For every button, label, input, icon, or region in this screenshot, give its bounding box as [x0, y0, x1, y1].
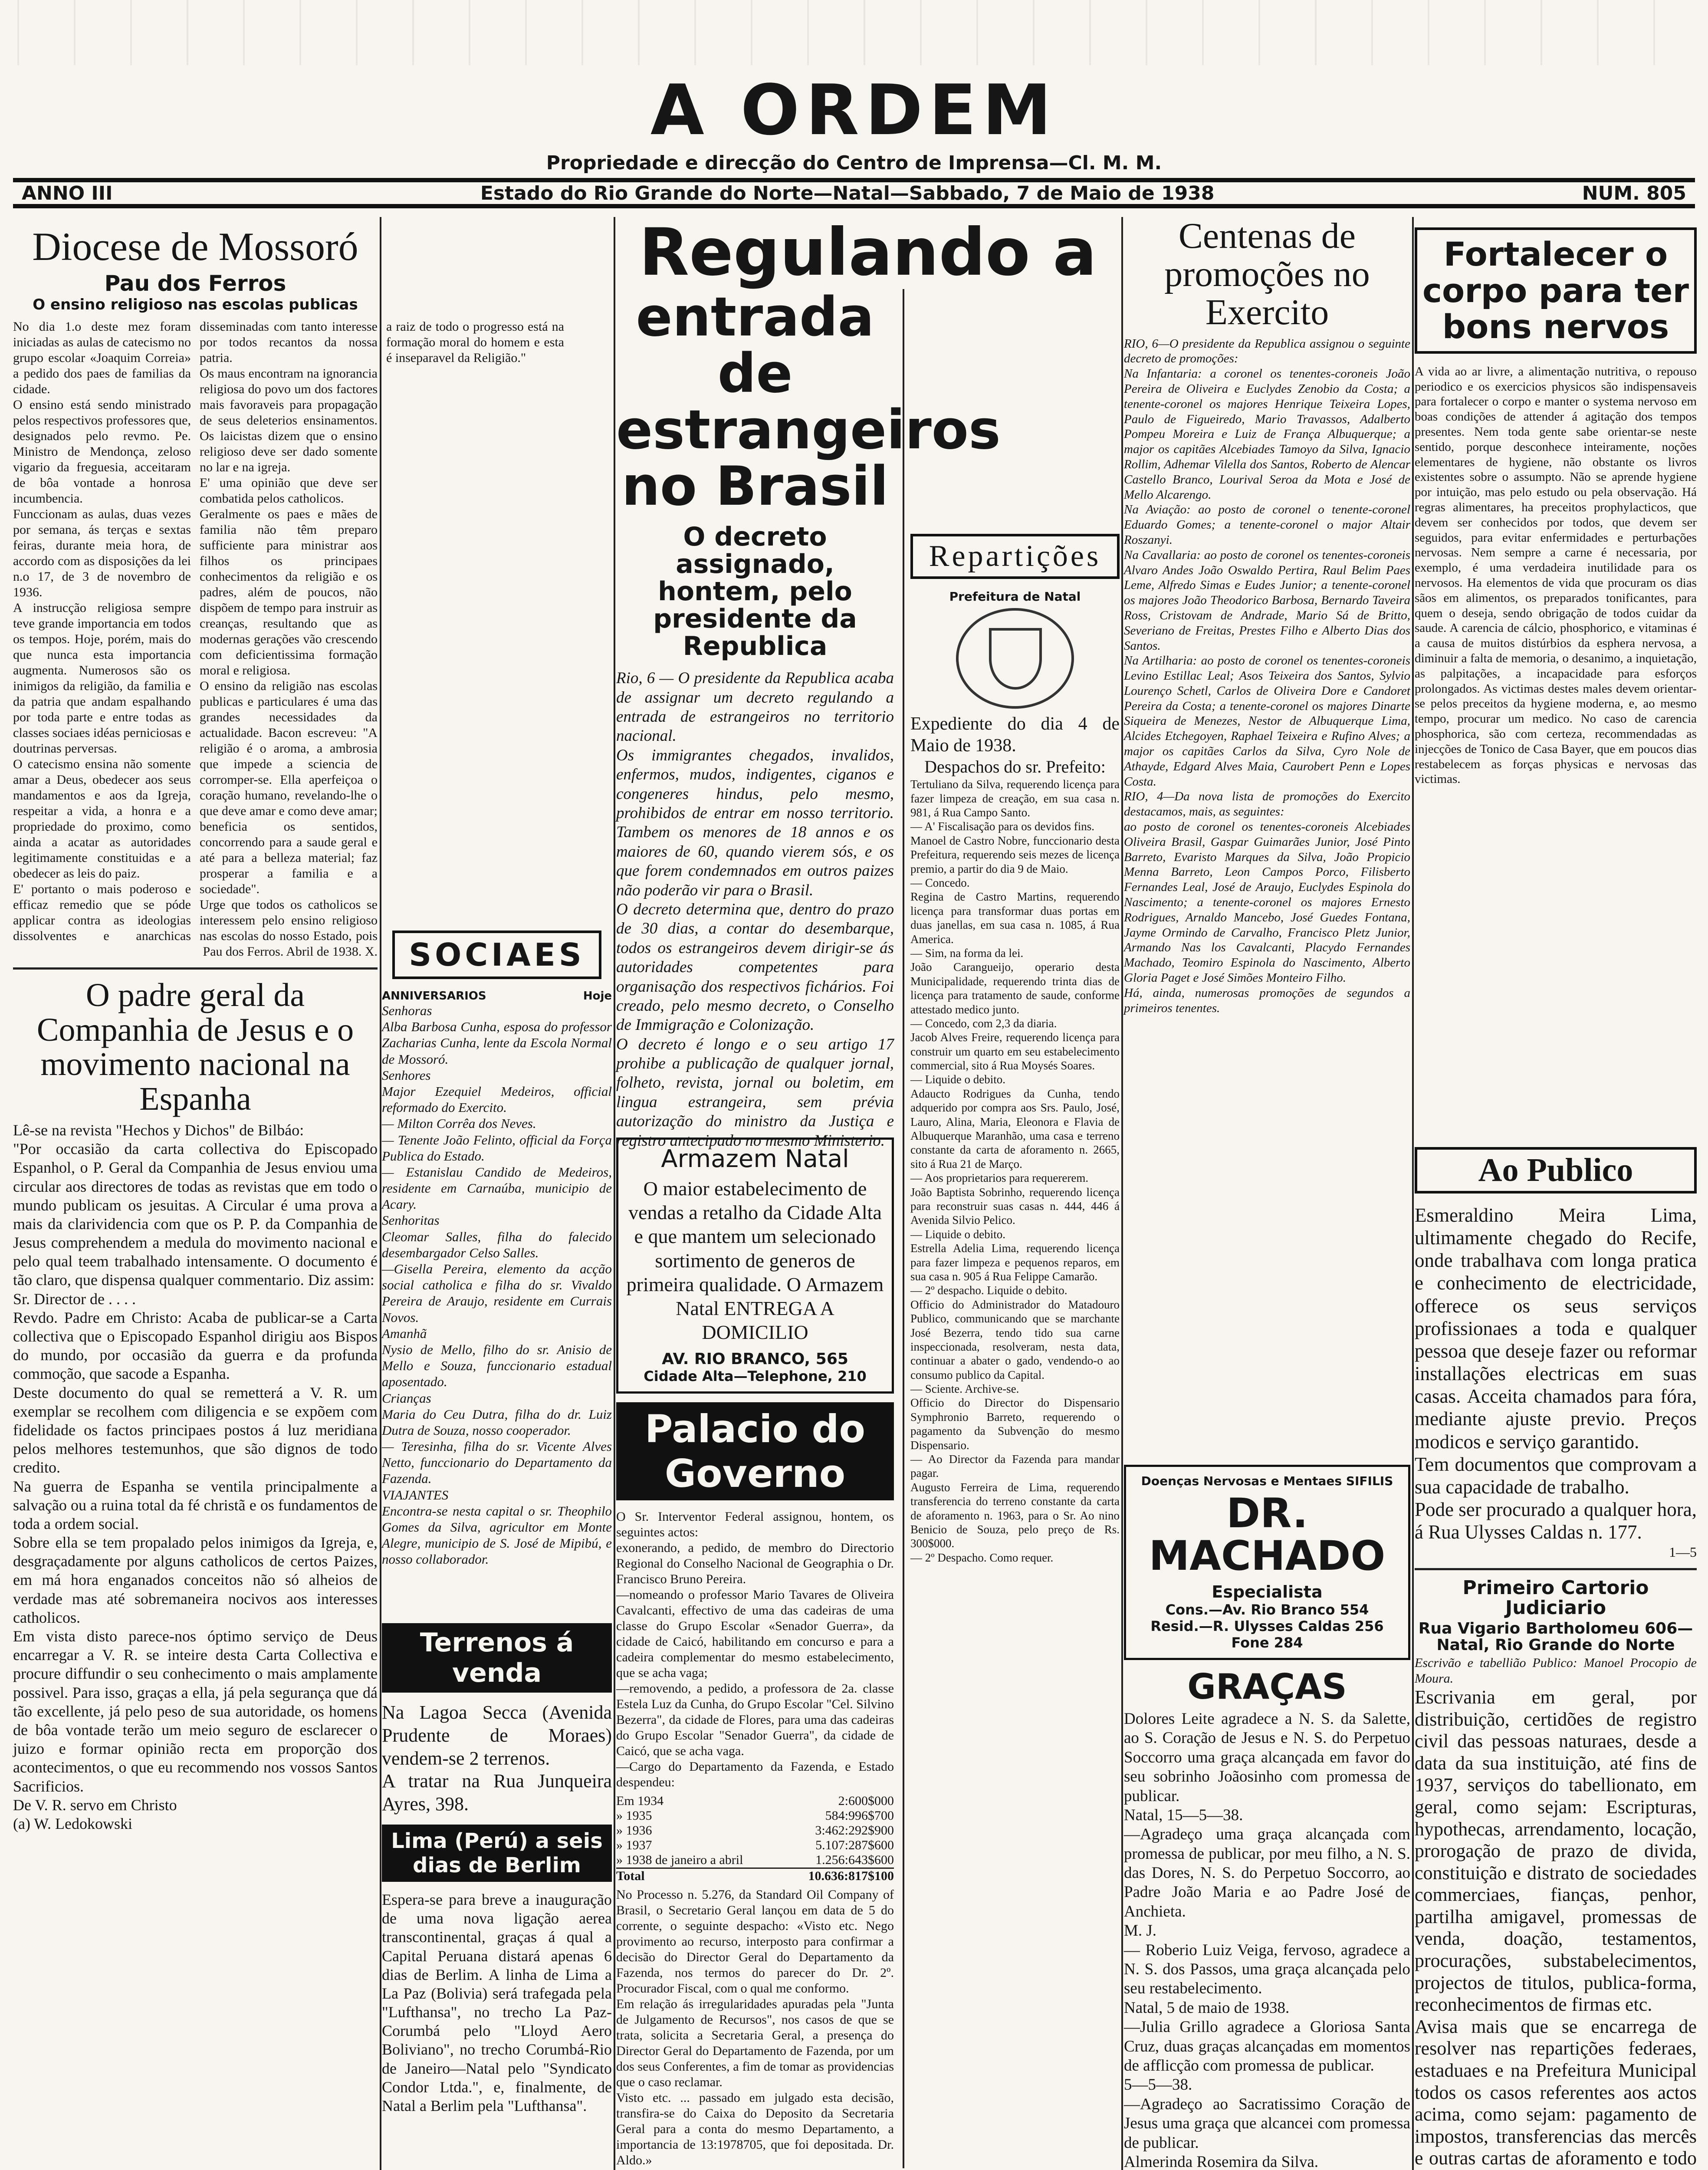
- expediente-heading: Expediente do dia 4 de Maio de 1938.: [910, 713, 1120, 756]
- prefeitura-body: Tertuliano da Silva, requerendo licença para fazer limpeza de creação, em sua casa n. 981, á Rua Campo Santo. — A' Fiscalisação para os devidos fins. Manoel de Castro Nobre, funccionario desta Prefeitura, requerendo seis mezes de licença premio, a partir do dia 9 de Maio. — Concedo. Regina de Castro Martins, requerendo licença para transformar duas portas em duas janellas, em sua casa n. 1085, á Rua America. — Sim, na forma da lei. João Carangueijo, operario desta Municipalidade, requerendo trinta dias de licença para tratamento de saude, conforme attestado medico junto. — Concedo, com 2,3 da diaria. Jacob Alves Freire, requerendo licença para construir um quarto em seu estabelecimento commercial, sito á Rua Moysés Soares. — Liquide o debito. Adaucto Rodrigues da Cunha, tendo adquerido por compra aos Srs. Paulo, José, Lauro, Alina, Maria, Eleonora e Flavia de Albuquerque Maranhão, uma casa e terreno constante da carta de aforamento n. 2665, sito á Rua 21 de Março. — Aos proprietarios para requererem. João Baptista Sobrinho, requerendo licença para reconstruir suas casas n. 444, 446 á Avenida Silvio Pelico. — Liquide o debito. Estrella Adelia Lima, requerendo licença para fazer limpeza e pequenos reparos, em sua casa n. 905 á Rua Felippe Camarão. — 2º despacho. Liquide o debito. Officio do Administrador do Matadouro Publico, communicando que se marchante José Bezerra, tendo tido sua carne inspeccionada, resolveram, nesta data, continuar a abater o gado, vendendo-o ao consumo publico da Capital. — Sciente. Archive-se. Officio do Director do Dispensario Symphronio Barreto, requerendo o pagamento da Subvenção do mesmo Dispensario. — Ao Director da Fazenda para mandar pagar. Augusto Ferreira de Lima, requerendo transferencia do terreno constante da carta de aforamento n. 1963, para o Sr. Ao nino Benicio de Souza, pelo preço de Rs. 300$000. — 2º Despacho. Como requer.: [910, 778, 1120, 1564]
- main-headline-line2: entrada de estrangeiros no Brasil: [616, 286, 1001, 518]
- armazem-address: AV. RIO BRANCO, 565: [662, 1350, 848, 1368]
- palacio-table-row: [616, 1808, 894, 1823]
- sociaes-headline: SOCIAES: [392, 930, 601, 979]
- publico-ref: 1—5: [1669, 1544, 1697, 1560]
- palacio-rows: [616, 1794, 894, 1868]
- palacio-table-row: [616, 1838, 894, 1853]
- anniversaries-heading: [382, 990, 612, 1003]
- fortalecer-body: A vida ao ar livre, a alimentação nutritiva, o repouso periodico e os exercicios physicos são indispensaveis para fortalecer o corpo e manter o systema nervoso em boas condições de attender á agitação dos tempos presentes. Nem toda gente sabe orientar-se neste sentido, porque desconhece inteiramente, noções elementares de hygiene, não obstante os livros existentes sobre o assumpto. Não se aprende hygiene por intuição, mas pelo estudo ou pela observação. Há regras alimentares, ha preceitos prophylacticos, que devem ser conhecidos por todos, que devem ser seguidos, para evitar enfermidades e perturbações nervosas. Nem sempre a carne é necessaria, por exemplo, é uma verdadeira inutilidade para os nervosos. Ha elementos de vida que procuram os dias sãos em alimentos, os preparados tonificantes, para quem o deseja, sendo obrigação de todos cuidar da saude. A carencia de cálcio, phosphorico, e vitaminas é a causa de muitos distúrbios da esphera nervosa, a diminuir a falta de memoria, o desanimo, a inquietação, as palpitações, a incapacidade para esforços prolongados. As victimas destes males devem orientar-se pelos preceitos da hygiene moderna, e, ao mesmo tempo, procurar um medico. No caso de carencia phosphorica, são com certeza, recommendadas as injecções de Tonico de Casa Bayer, que em poucos dias restabelecem as forças physicas e nervosas das victimas.: [1415, 364, 1697, 786]
- machado-ad: [1124, 1465, 1410, 1660]
- palacio-row-label: » 1937: [616, 1838, 652, 1853]
- fortalecer-headline: Fortalecer o corpo para ter bons nervos: [1415, 227, 1697, 354]
- armazem-body: O maior estabelecimento de vendas a retalho da Cidade Alta e que mantem um selecionado sortimento de generos de primeira qualidade. O Armazem Natal ENTREGA A DOMICILIO: [626, 1177, 884, 1344]
- promo-headline: Centenas de promoções no Exercito: [1164, 216, 1370, 333]
- terrenos-headline: Terrenos á venda: [382, 1623, 612, 1693]
- promo-body: RIO, 6—O presidente da Republica assignou o seguinte decreto de promoções: Na Infantaria: a coronel os tenentes-coroneis João Pereira de Oliveira e Euclydes Zenobio da Costa; a tenente-coronel os majores Henrique Teixeira Lopes, Paulo de Figueiredo, Mario Travassos, Adalberto Pompeu Moreira e Luiz de França Albuquerque; a major os capitães Alcebiades Tamoyo da Silva, Ignacio Rollim, Adhemar Vilella dos Santos, Roberto de Alencar Castello Branco, Lourival Seroa da Mota e José de Mello Alcarengo. Na Aviação: ao posto de coronel o tenente-coronel Eduardo Gomes; a tenente-coronel o major Altair Roszanyi. Na Cavallaria: ao posto de coronel os tenentes-coroneis Alvaro Andes João Oswaldo Pertira, Raul Belim Paes Leme, Alfredo Simas e Eudes Junior; a tenente-coronel os majores João Theodorico Barbosa, Bernardo Taveira Ross, Cristovam de Andrade, Mario Sá de Britto, Severiano de Freitas, Prestes Filho e Alberto Dias dos Santos. Na Artilharia: ao posto de coronel os tenentes-coroneis Levino Estillac Leal; Asos Teixeira dos Santos, Sylvio Lourenço Schetl, Carlos de Oliveira Dore e Candoret Pereira da Costa; a tenente-coronel os majores Dinarte Siqueira de Menezes, Nestor de Albuquerque Lima, Alcides Etchegoyen, Raphael Teixeira e Rufino Alves; a major os capitães Carlos da Silva, Cyro Nole de Athayde, Edgard Alves Maia, Caurobert Penn e Lopes Costa. RIO, 4—Da nova lista de promoções do Exercito destacamos, mais, as seguintes: ao posto de coronel os tenentes-coroneis Alcebiades Oliveira Brasil, Gaspar Guimarães Junior, José Pinto Barreto, Evaristo Marques da Silva, João Propicio Menna Barreto, Leon Campos Porco, Filisberto Fernandes Leal, José de Araujo, Euclydes Espinola do Nascimento; a tenente-coronel os majores Ernesto Rodrigues, Arnaldo Mancebo, José Guedes Fontana, Jayme Ormindo de Carvalho, Francisco Pletz Junior, Armando Nas los Cavalcanti, Placydo Fernandes Machado, Teomiro Espinola do Nascimento, Alberto Gloria Paget e José Simões Monteiro Filho. Há, ainda, numerosas promoções de segundos a primeiros tenentes.: [1124, 336, 1410, 1015]
- machado-name: DR. MACHADO: [1149, 1489, 1386, 1580]
- diocese-kicker: O ensino religioso nas escolas publicas: [33, 296, 358, 314]
- column-2: [382, 217, 612, 2170]
- column-5: [1415, 217, 1697, 2170]
- palacio-row-label: » 1935: [616, 1808, 652, 1823]
- column-rule: [380, 217, 381, 2170]
- palacio-row-value: 3:462:292$900: [815, 1823, 894, 1838]
- padre-headline: O padre geral da Companhia de Jesus e o movimento nacional na Espanha: [36, 976, 354, 1118]
- terrenos-body: Na Lagoa Secca (Avenida Prudente de Moraes) vendem-se 2 terrenos. A tratar na Rua Junqueira Ayres, 398.: [382, 1702, 612, 1815]
- cartorio-address: Rua Vigario Bartholomeu 606—Natal, Rio Grande do Norte: [1418, 1620, 1693, 1654]
- decree-body: Rio, 6 — O presidente da Republica acaba de assignar um decreto regulando a entrada de estrangeiros no territorio nacional. Os immigrantes chegados, invalidos, enfermos, mudos, indigentes, ciganos e congeneres hindus, pelo mesmo, prohibidos de entrar em nosso territorio. Tambem os menores de 18 annos e os maiores de 60, quando vierem sós, e os que forem condemnados em outros paizes não poderão vir para o Brasil. O decreto determina que, dentro do prazo de 30 dias, a contar do desembarque, todos os estrangeiros devem dirigir-se ás autoridades competentes para organisação dos respectivos fichários. Foi creado, pelo mesmo decreto, o Conselho de Immigração e Colonização. O decreto é longo e o seu artigo 17 prohibe a publicação de qualquer jornal, folheto, revista, jornal ou boletim, em lingua estrangeira, sem prévia autorização do ministro da Justiça e registro antecipado no mesmo Ministerio.: [616, 669, 894, 1150]
- reparticoes-headline: Repartições: [910, 534, 1120, 579]
- palacio-table-row: [616, 1823, 894, 1838]
- lima-headline: Lima (Perú) a seis dias de Berlim: [382, 1825, 612, 1882]
- year-label: ANNO III: [22, 182, 113, 204]
- main-headline-line1: Regulando a: [639, 215, 1097, 290]
- palacio-body: O Sr. Interventor Federal assignou, hontem, os seguintes actos: exonerando, a pedido, de membro do Directorio Regional do Conselho Nacional de Geographia o Dr. Francisco Bruno Pereira. —nomeando o professor Mario Tavares de Oliveira Cavalcanti, effectivo de uma das cadeiras de uma classe do Grupo Escolar «Senador Guerra», da cidade de Caicó, habilitando em concurso e para a cadeira complementar do mesmo estabelecimento, que se acha vaga; —removendo, a pedido, a professora de 2a. classe Estela Luz da Cunha, do Grupo Escolar "Cel. Silvino Bezerra", da cidade de Flores, para uma das cadeiras do Grupo Escolar "Senador Guerra", da cidade de Caicó, que se acha vaga. —Cargo do Departamento da Fazenda, e Estado despendeu:: [616, 1509, 894, 1790]
- masthead-title: A ORDEM: [650, 69, 1058, 151]
- palacio-row-value: 1.256:643$600: [815, 1853, 894, 1868]
- prefeitura-label: Prefeitura de Natal: [949, 589, 1081, 604]
- divider: [13, 967, 378, 970]
- diocese-subhead: Pau dos Ferros: [104, 270, 286, 296]
- armazem-title: Armazem Natal: [661, 1145, 849, 1174]
- main-story-right: [903, 289, 1120, 2169]
- palacio-table-row: [616, 1853, 894, 1868]
- place-date: Estado do Rio Grande do Norte—Natal—Sabbado, 7 de Maio de 1938: [480, 182, 1215, 204]
- dateline: [13, 178, 1695, 208]
- main-story-top: [616, 286, 1120, 2169]
- gracas-body: Dolores Leite agradece a N. S. da Salette, ao S. Coração de Jesus e N. S. do Perpetuo Soccorro uma graça alcançada em favor do seu sobrinho Joãosinho com promessa de publicar. Natal, 15—5—38. —Agradeço uma graça alcançada com promessa de publicar, por meu filho, a N. S. das Dores, N. S. do Perpetuo Soccorro, ao Padre João Maria e ao Padre José de Anchieta. M. J. — Roberio Luiz Veiga, fervoso, agradece a N. S. dos Passos, uma graça alcançada pelo seu restabelecimento. Natal, 5 de maio de 1938. —Julia Grillo agradece a Gloriosa Santa Cruz, duas graças alcançadas em momentos de afflicção com promessa de publicar. 5—5—38. —Agradeço ao Sacratissimo Coração de Jesus uma graça que alcancei com promessa de publicar. Almerinda Rosemira da Silva.: [1124, 1710, 1410, 2170]
- palacio-row-value: 5.107:287$600: [815, 1838, 894, 1853]
- palacio-table-row: [616, 1794, 894, 1808]
- palacio-headline: Palacio do Governo: [616, 1402, 894, 1500]
- diocese-signature: Pau dos Ferros. Abril de 1938. X.: [203, 944, 378, 959]
- main-subheadline: O decreto assignado, hontem, pelo presidente da Republica: [653, 522, 857, 662]
- machado-consultorio: Cons.—Av. Rio Branco 554: [1165, 1601, 1369, 1618]
- coat-of-arms-icon: [956, 608, 1074, 709]
- palacio-total-label: Total: [616, 1869, 645, 1884]
- palacio-row-label: Em 1934: [616, 1794, 664, 1808]
- anniversaries-label: ANNIVERSARIOS: [382, 990, 486, 1003]
- column-4: [1124, 217, 1410, 2170]
- column-rule: [1121, 217, 1123, 2170]
- armazem-phone: Cidade Alta—Telephone, 210: [644, 1368, 867, 1385]
- palacio-row-label: » 1938 de janeiro a abril: [616, 1853, 743, 1868]
- anniversaries-today: Hoje: [583, 990, 612, 1003]
- lima-body: Espera-se para breve a inauguração de uma nova ligação aerea transcontinental, graças á qual a Capital Peruana distará apenas 6 dias de Berlim. A linha de Lima a La Paz (Bolivia) será trafegada pela "Lufthansa", no trecho La Paz-Corumbá pelo "Lloyd Aero Boliviano", no trecho Corumbá-Rio de Janeiro—Natal pelo "Syndicato Condor Ltda.", e, finalmente, de Natal a Berlim pela "Lufthansa".: [382, 1891, 612, 2115]
- palacio-row-value: 584:996$700: [825, 1808, 894, 1823]
- palacio-row-value: 2:600$000: [838, 1794, 894, 1808]
- armazem-ad: [616, 1138, 894, 1394]
- scan-noise: [0, 0, 1708, 65]
- padre-article-body: Lê-se na revista "Hechos y Dichos" de Bilbáo: "Por occasião da carta collectiva do Episcopado Espanhol, o P. Geral da Companhia de Jesus enviou uma circular aos directores de todas as revistas que em todo o mundo publicam os jesuitas. A Circular é uma prova a mais da clarividencia com que os P. P. da Companhia de Jesus comprehendem a medula do movimento nacional e pelo qual teem trabalhado intensamente. O documento é tão claro, que dispensa qualquer commentario. Diz assim: Sr. Director de . . . . Revdo. Padre em Christo: Acaba de publicar-se a Carta collectiva que o Episcopado Espanhol dirigiu aos Bispos do mundo, por occasião da guerra e da profunda commoção, que sacode a Espanha. Deste documento do qual se remetterá a V. R. um exemplar se recolhem com diligencia e se expõem com fidelidade os factos principaes postos á luz meridiana pelos melhores testemunhos, que são dignos de todo credito. Na guerra de Espanha se ventila principalmente a salvação ou a ruina total da fé christã e os fundamentos de toda a ordem social. Sobre ella se tem propalado pelos inimigos da Igreja, e, desgraçadamente por alguns catholicos de certos Paizes, em má hora enganados conceitos não só alheios de verdade mas até sobremaneira nocivos aos interesses catholicos. Em vista disto parece-nos óptimo serviço de Deus encarregar a V. R. se inteire desta Carta Collectiva e procure diffundir o seu conhecimento o mais amplamente possivel. Para isso, graças a ella, já pela segurança que dá tão excellente, já pelo peso de sua autoridade, os homens de bôa vontade terão um meio seguro de esclarecer o juizo e formar opinião recta em proporção dos acontecimentos, o que eu recommendo nos vossos Santos Sacrificios. De V. R. servo em Christo (a) W. Ledokowski: [13, 1121, 378, 1832]
- cartorio-body: Escrivania em geral, por distribuição, certidões de registro civil das pessoas naturaes, desde a data da sua instituição, até fins de 1937, serviços do tabellionato, em geral, como sejam: Escripturas, hypothecas, arrendamento, locação, prorogação de prazo de divida, constituição e distrato de sociedades commerciaes, fianças, penhor, partilha amigavel, promessas de venda, doação, testamentos, procurações, substabelecimentos, projectos de titulos, publica-forma, reconhecimentos de firmas etc. Avisa mais que se encarrega de resolver nas repartições federaes, estaduaes e na Prefeitura Municipal todos os casos referentes aos actos acima, como sejam: pagamento de impostos, transferencias das mercês e outras cartas de aforamento e todo: [1415, 1686, 1697, 2169]
- machado-specialty: Especialista: [1212, 1582, 1323, 1601]
- issue-number: NUM. 805: [1582, 182, 1686, 204]
- cartorio-tabelliao: Escrivão e tabellião Publico: Manoel Procopio de Moura.: [1415, 1655, 1697, 1686]
- machado-residence: Resid.—R. Ulysses Caldas 256: [1150, 1618, 1384, 1634]
- divider: [1415, 1568, 1697, 1570]
- publico-body: Esmeraldino Meira Lima, ultimamente chegado do Recife, onde trabalhava com longa pratica e conhecimento de electricidade, offerece os seus serviços profissionaes a toda e qualquer pessoa que deseje fazer ou reformar installações electricas em suas casas. Acceita chamados para fóra, mediante ajuste previo. Preços modicos e serviço garantido. Tem documentos que comprovam a sua capacidade de trabalho. Pode ser procurado a qualquer hora, á Rua Ulysses Caldas n. 177.: [1415, 1204, 1697, 1543]
- palacio-body-2: No Processo n. 5.276, da Standard Oil Company of Brasil, o Secretario Geral lançou em data de 5 do corrente, o seguinte despacho: «Visto etc. Nego provimento ao recurso, interposto para confirmar a decisão do Director Geral do Departamento da Fazenda, nos termos do parecer do Dr. 2º. Procurador Fiscal, com o qual me conformo. Em relação ás irregularidades apuradas pela "Junta de Julgamento de Recursos", nos casos de que se trata, solicita a Secretaria Geral, a presença do Director Geral do Departamento de Fazenda, por um dos seus Conferentes, a fim de tomar as providencias que o caso reclamar. Visto etc. ... passado em julgado esta decisão, transfira-se do Caixa do Deposito da Secretaria Geral para a conta do mesmo Departamento, a importancia de 13:1978705, que foi depositada. Dr. Aldo.»: [616, 1887, 894, 2168]
- despachos-heading: Despachos do sr. Prefeito:: [924, 757, 1106, 777]
- palacio-row-label: » 1936: [616, 1823, 652, 1838]
- sociaes-body: Senhoras Alba Barbosa Cunha, esposa do professor Zacharias Cunha, lente da Escola Normal de Mossoró. Senhores Major Ezequiel Medeiros, official reformado do Exercito. — Milton Corrêa dos Neves. — Tenente João Felinto, official da Força Publica do Estado. — Estanislau Candido de Medeiros, residente em Carnaúba, municipio de Acary. Senhoritas Cleomar Salles, filha do falecido desembargador Celso Salles. —Gisella Pereira, elemento da acção social catholica e filha do sr. Vivaldo Pereira de Araujo, residente em Currais Novos. Amanhã Nysio de Mello, filho do sr. Anisio de Mello e Souza, funccionario estadual aposentado. Crianças Maria do Ceu Dutra, filha do dr. Luiz Dutra de Souza, nosso cooperador. — Teresinha, filha do sr. Vicente Alves Netto, funccionario do Departamento da Fazenda. VIAJANTES Encontra-se nesta capital o sr. Theophilo Gomes da Silva, agricultor em Monte Alegre, municipio de S. José de Mipibú, e nosso collaborador.: [382, 1003, 612, 1567]
- machado-heading: Doenças Nervosas e Mentaes SIFILIS: [1141, 1473, 1393, 1488]
- col2-spacer: [382, 217, 612, 920]
- gracas-headline: GRAÇAS: [1187, 1666, 1347, 1707]
- palacio-total-row: [616, 1868, 894, 1884]
- masthead-subtitle: Propriedade e direcção do Centro de Imprensa—Cl. M. M.: [546, 152, 1162, 174]
- palacio-total-value: 10.636:817$100: [808, 1869, 894, 1884]
- diocese-article-body: No dia 1.o deste mez foram iniciadas as aulas de catecismo no grupo escolar «Joaquim Correia» a pedido dos paes de familias da cidade. O ensino está sendo ministrado pelos respectivos professores que, designados pelo revmo. Pe. Ministro de Mendonça, zeloso vigario da freguesia, acceitaram de bôa vontade a honrosa incumbencia. Funccionam as aulas, duas vezes por semana, ás terças e sextas feiras, durante meia hora, de accordo com as disposições da lei n.o 17, de 3 de novembro de 1936. A instrucção religiosa sempre teve grande importancia em todos os tempos. Hoje, porém, mais do que nunca esta importancia augmenta. Numerosos são os inimigos da religião, da familia e da patria que andam espalhando por toda parte e entre todas as classes sociaes idéas perniciosas e doutrinas perversas. O catecismo ensina não somente amar a Deus, obedecer aos seus mandamentos e aos da Igreja, respeitar a vida, a honra e a propriedade do proximo, como ainda a acatar as autoridades legitimamente constituidas e a obedecer as leis do paiz. E' portanto o mais poderoso e efficaz remedio que se póde applicar contra as ideologias dissolventes e anarchicas disseminadas com tanto interesse por todos recantos da nossa patria. Os maus encontram na ignorancia religiosa do povo um dos factores mais favoraveis para propagação de seus deleterios ensinamentos. Os laicistas dizem que o ensino religioso deve ser dado somente no lar e na igreja. E' uma opinião que deve ser combatida pelos catholicos. Geralmente os paes e mães de familia não têm preparo sufficiente para ministrar aos filhos os principaes conhecimentos da religião e os padres, além de poucos, não dispõem de tempo para instruir as creanças, resultando que as modernas gerações vão crescendo com deficientissima formação moral e religiosa. O ensino da religião nas escolas publicas e particulares é uma das grandes necessidades da actualidade. Bacon escreveu: "A religião é o aroma, a ambrosia que impede a sciencia de corromper-se. Ella aperfeiçoa o coração humano, revelando-lhe o que deve amar e como deve amar; beneficia os sentidos, concorrendo para a saude geral e até para a belleza material; faz prosperar a familia e a sociedade". Urge que todos os catholicos se interessem pelo ensino religioso nas escolas do nosso Estado, pois a raiz de todo o progresso está na formação moral do homem e esta é inseparavel da Religião.": [13, 319, 564, 943]
- col3-right-spacer: [910, 289, 1120, 523]
- column-3: [616, 217, 1120, 2170]
- main-story-left: [616, 286, 1001, 2169]
- column-rule: [614, 217, 615, 2170]
- publico-headline: Ao Publico: [1415, 1147, 1697, 1194]
- diocese-headline: Diocese de Mossoró: [32, 224, 358, 269]
- column-rule: [1412, 217, 1414, 2170]
- machado-phone: Fone 284: [1231, 1634, 1303, 1651]
- palacio-table: [616, 1794, 894, 1884]
- cartorio-headline: Primeiro Cartorio Judiciario: [1462, 1576, 1649, 1619]
